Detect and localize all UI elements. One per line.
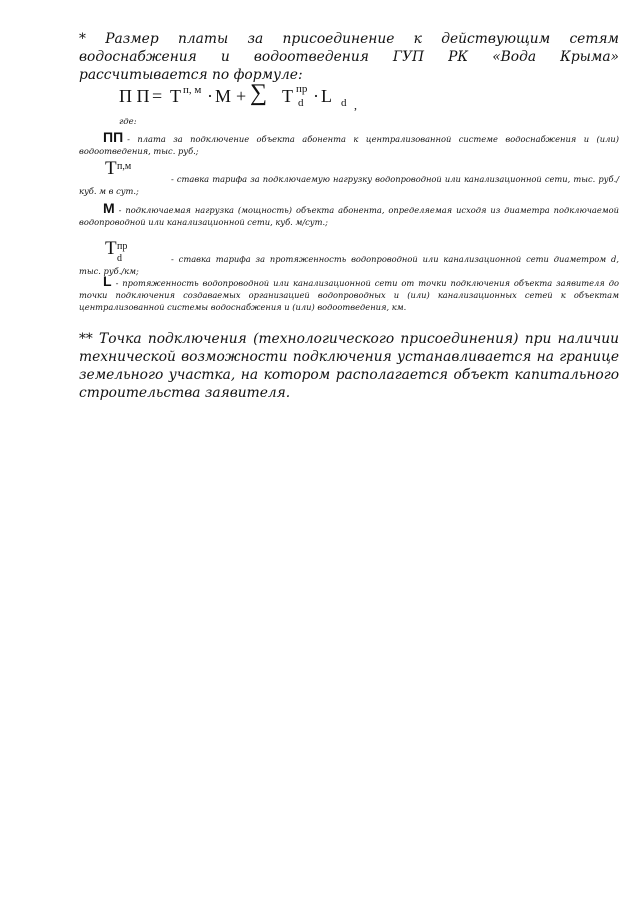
formula-lhs: П П [119,86,150,106]
definition-length-symbol: L [103,273,112,289]
definition-tariff-load [79,158,619,197]
definition-tariff-length-letter: Т [105,238,117,259]
formula-length: L [321,86,332,106]
definition-tariff-load-letter: Т [105,158,117,179]
formula-tariff-length: Т [282,86,293,106]
definition-pp-text: - плата за подключение объекта абонента к централизованной системе водоснабжения и (или) водоотведения, тыс. руб.; [79,134,619,156]
definition-length-text: - протяженность водопроводной или канализационной сети от точки подключения объекта заявителя до точки подключения создаваемых организацией водопроводных и (или) канализационных сетей к объектам централизованной системы водоснабжения и (или) водоотведения, км. [79,278,619,312]
formula-plus: + [236,86,247,106]
definition-pp [79,131,619,157]
formula-length-subscript: d [341,97,347,109]
definition-tariff-length-subscript: d [117,253,122,264]
formula-tariff-load: Т [170,86,181,106]
definition-tariff-length-symbol [105,238,151,265]
definition-tariff-load-symbol [105,158,151,185]
connection-point-note: ** Точка подключения (технологического присоединения) при наличии технической возможности подключения устанавливается на границе земельного участка, на котором располагается объект капитального строительства заявителя. [79,331,619,401]
intro-paragraph: * Размер платы за присоединение к действующим сетям водоснабжения и водоотведения ГУП РК «Вода Крыма» рассчитывается по формуле: [79,31,619,83]
definition-pp-symbol: ПП [103,129,124,145]
definition-load-symbol: М [103,200,115,216]
formula-tariff-length-superscript: пр [296,83,308,95]
formula-comma: , [354,98,357,112]
definition-length [79,275,619,313]
definition-load [79,202,619,228]
formula-sum: ∑ [250,80,268,106]
formula-load: M [215,86,232,106]
definition-tariff-length-superscript: пр [117,241,128,252]
definition-tariff-length-text: - ставка тарифа за протяженность водопроводной или канализационной сети диаметром d, тыс. руб./км; [79,254,619,276]
formula-tariff-load-superscript: п, м [183,84,202,96]
connection-fee-formula [119,82,479,116]
where-label: где: [119,117,137,127]
formula-equals: = [152,86,163,106]
definition-load-text: - подключаемая нагрузка (мощность) объекта абонента, определяемая исходя из диаметра подключаемой водопроводной или канализационной сети, куб. м/сут.; [79,205,619,227]
formula-dot-2: · [313,86,319,106]
formula-dot-1: · [207,86,213,106]
definition-tariff-load-text: - ставка тарифа за подключаемую нагрузку водопроводной или канализационной сети, тыс. руб./куб. м в сут.; [79,174,619,196]
definition-tariff-length [79,238,619,277]
formula-tariff-length-subscript: d [298,97,304,109]
definition-tariff-load-superscript: п,м [117,161,132,172]
